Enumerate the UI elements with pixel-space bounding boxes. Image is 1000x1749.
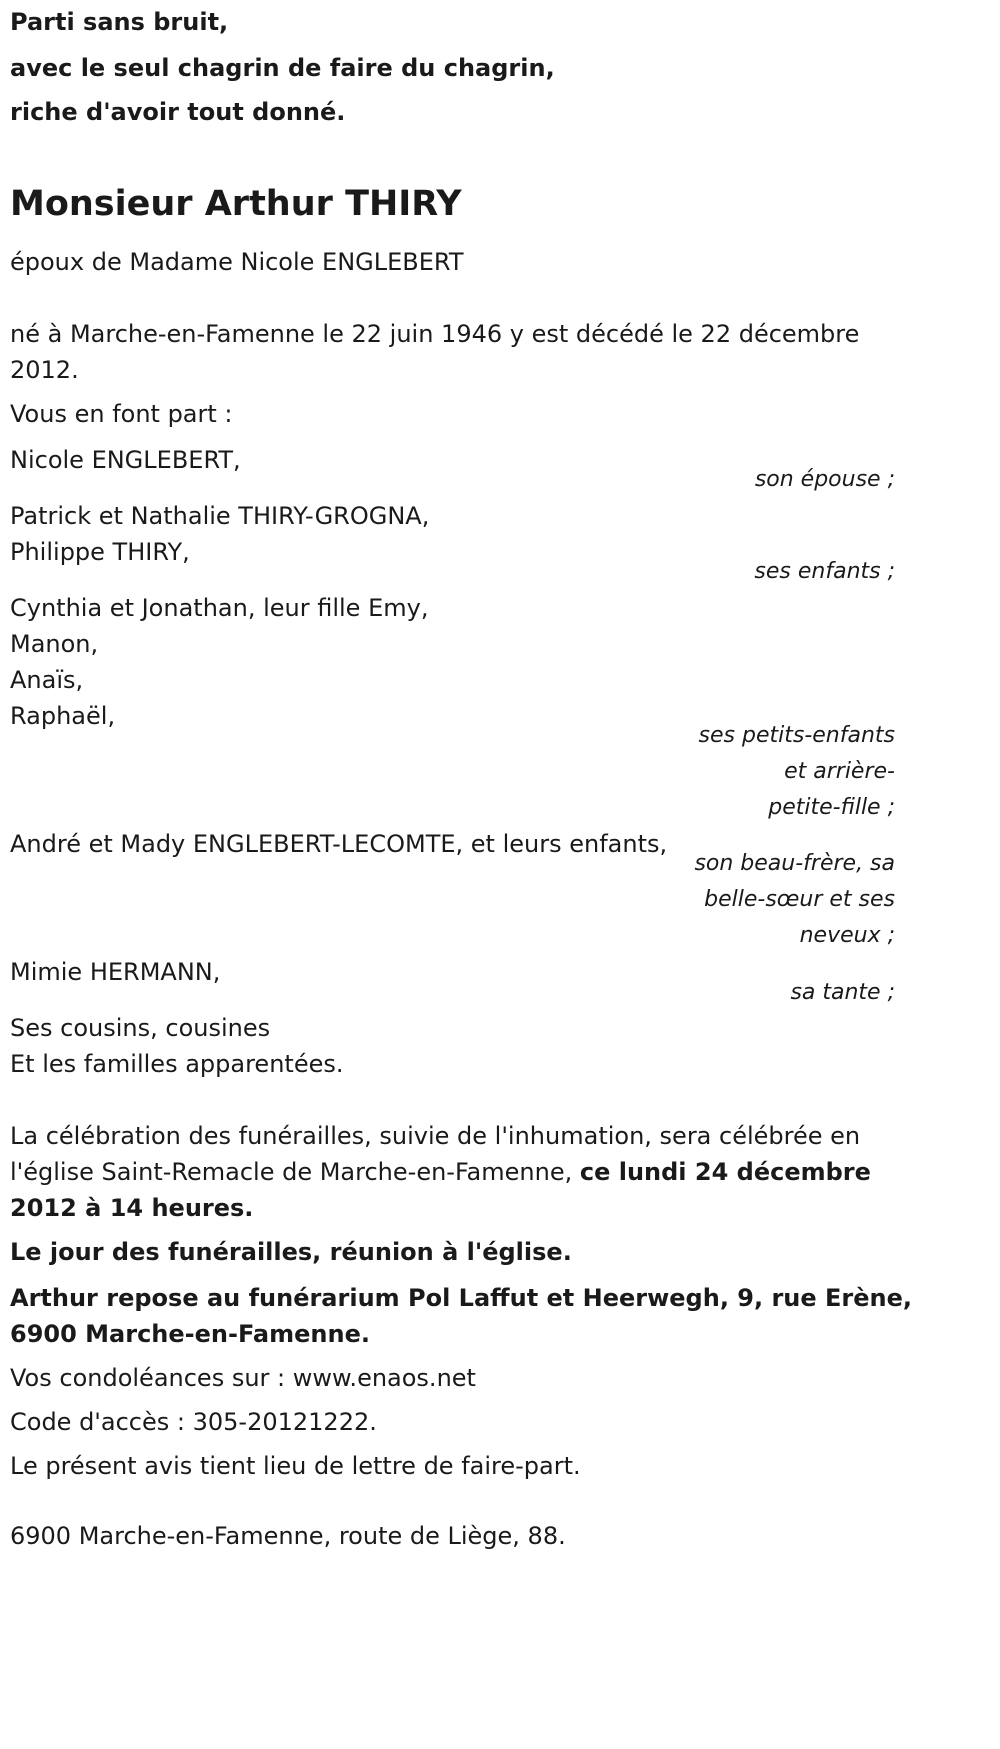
family-name: André et Mady ENGLEBERT-LECOMTE, et leurs enfants, [10, 830, 668, 858]
family-name: Mimie HERMANN, [10, 958, 221, 986]
funeral-text: La célébration des funérailles, suivie de l'inhumation, sera célébrée en [10, 1122, 861, 1150]
family-other: Et les familles apparentées. [10, 1050, 344, 1078]
funeral-repose: Arthur repose au funérarium Pol Laffut et Heerwegh, 9, rue Erène, [10, 1284, 913, 1312]
family-relation: petite-fille ; [768, 795, 895, 820]
funeral-text [10, 1154, 871, 1190]
family-relation: belle-sœur et ses [704, 887, 895, 912]
announcers-intro: Vous en font part : [10, 400, 233, 428]
family-name: Anaïs, [10, 666, 84, 694]
family-relation: son épouse ; [754, 467, 895, 492]
family-other: Ses cousins, cousines [10, 1014, 271, 1042]
family-relation: neveux ; [799, 923, 895, 948]
funeral-repose: 6900 Marche-en-Famenne. [10, 1320, 370, 1348]
funeral-date: 2012 à 14 heures. [10, 1194, 254, 1222]
family-name: Philippe THIRY, [10, 538, 190, 566]
family-name: Cynthia et Jonathan, leur fille Emy, [10, 594, 429, 622]
family-name: Raphaël, [10, 702, 116, 730]
funeral-gathering: Le jour des funérailles, réunion à l'église. [10, 1238, 572, 1266]
deceased-name: Monsieur Arthur THIRY [10, 184, 462, 224]
condolences-line: Vos condoléances sur : www.enaos.net [10, 1364, 476, 1392]
birth-death-line: né à Marche-en-Famenne le 22 juin 1946 y est décédé le 22 décembre [10, 320, 860, 348]
access-code: Code d'accès : 305-20121222. [10, 1408, 377, 1436]
epigraph-line: riche d'avoir tout donné. [10, 98, 346, 126]
epigraph-line: avec le seul chagrin de faire du chagrin, [10, 54, 555, 82]
funeral-date: ce lundi 24 décembre [579, 1158, 871, 1186]
family-relation: et arrière- [784, 759, 895, 784]
birth-death-line: 2012. [10, 356, 79, 384]
family-relation: son beau-frère, sa [694, 851, 895, 876]
family-name: Nicole ENGLEBERT, [10, 446, 241, 474]
epigraph-line: Parti sans bruit, [10, 8, 229, 36]
family-relation: ses petits-enfants [698, 723, 895, 748]
family-name: Manon, [10, 630, 99, 658]
family-relation: sa tante ; [790, 980, 895, 1005]
notice-line: Le présent avis tient lieu de lettre de faire-part. [10, 1452, 581, 1480]
family-name: Patrick et Nathalie THIRY-GROGNA, [10, 502, 430, 530]
funeral-place: l'église Saint-Remacle de Marche-en-Famenne, [10, 1158, 580, 1186]
spouse-line: époux de Madame Nicole ENGLEBERT [10, 248, 464, 276]
family-relation: ses enfants ; [754, 559, 895, 584]
family-address: 6900 Marche-en-Famenne, route de Liège, 88. [10, 1522, 566, 1550]
